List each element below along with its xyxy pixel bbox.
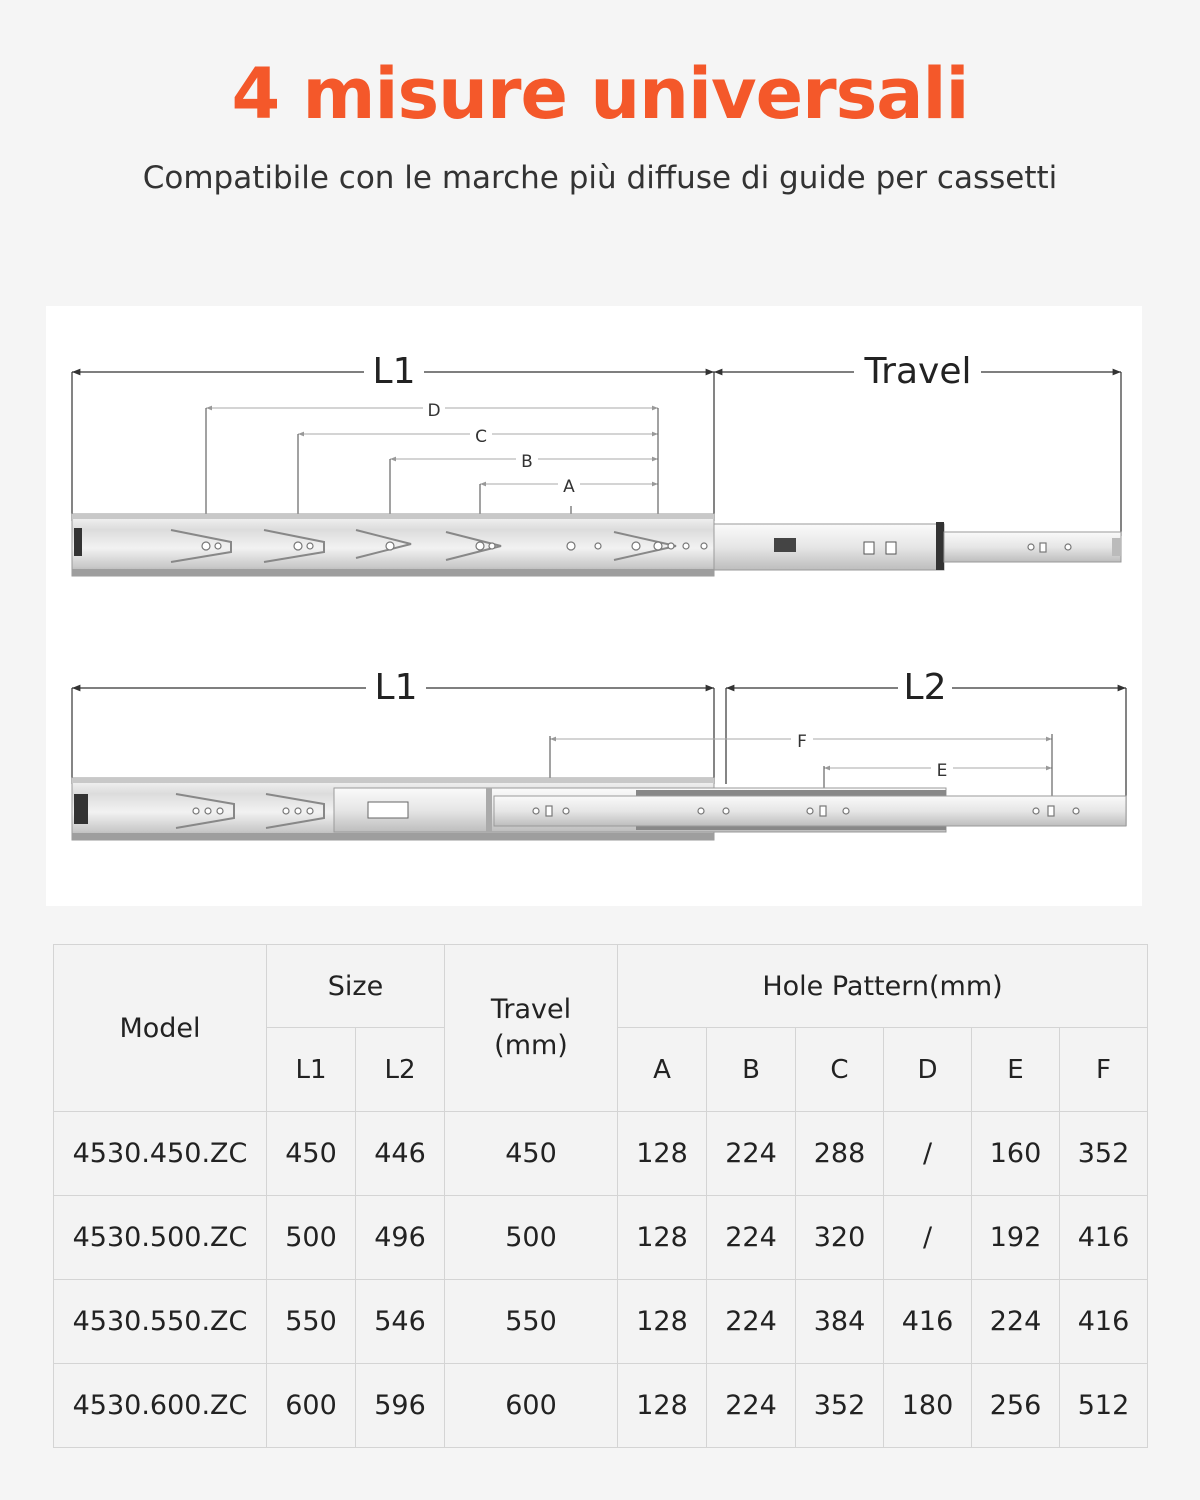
header-f: F: [1060, 1028, 1148, 1112]
cell-e: 224: [972, 1280, 1060, 1364]
top-l1-label: L1: [372, 351, 416, 392]
top-hole-c-label: C: [475, 427, 487, 447]
table-row: [54, 1364, 1148, 1448]
cell-l2: 596: [356, 1364, 445, 1448]
page-subtitle: Compatibile con le marche più diffuse di guide per cassetti: [142, 160, 1058, 196]
cell-travel: 600: [445, 1364, 618, 1448]
cell-a: 128: [618, 1112, 707, 1196]
cell-e: 256: [972, 1364, 1060, 1448]
cell-c: 320: [796, 1196, 884, 1280]
table-header-row: [54, 945, 1148, 1028]
diagram-svg: [46, 306, 1142, 906]
cell-b: 224: [707, 1196, 796, 1280]
cell-a: 128: [618, 1280, 707, 1364]
cell-model: 4530.500.ZC: [54, 1196, 267, 1280]
cell-f: 416: [1060, 1280, 1148, 1364]
header-e: E: [972, 1028, 1060, 1112]
bottom-hole-e-label: E: [936, 761, 948, 781]
cell-f: 416: [1060, 1196, 1148, 1280]
top-travel-label: Travel: [864, 351, 972, 392]
header-b: B: [707, 1028, 796, 1112]
specifications-table: [53, 944, 1148, 1448]
cell-e: 160: [972, 1112, 1060, 1196]
top-hole-a-label: A: [563, 477, 575, 497]
cell-model: 4530.550.ZC: [54, 1280, 267, 1364]
cell-d: /: [884, 1196, 972, 1280]
table-row: [54, 1280, 1148, 1364]
cell-b: 224: [707, 1280, 796, 1364]
cell-model: 4530.450.ZC: [54, 1112, 267, 1196]
cell-l2: 446: [356, 1112, 445, 1196]
cell-l2: 546: [356, 1280, 445, 1364]
cell-d: 180: [884, 1364, 972, 1448]
header-l1: L1: [267, 1028, 356, 1112]
top-slide-group: [72, 351, 1121, 576]
cell-f: 352: [1060, 1112, 1148, 1196]
cell-l1: 500: [267, 1196, 356, 1280]
top-hole-b-label: B: [521, 452, 533, 472]
cell-f: 512: [1060, 1364, 1148, 1448]
cell-c: 288: [796, 1112, 884, 1196]
table-row: [54, 1196, 1148, 1280]
cell-travel: 550: [445, 1280, 618, 1364]
cell-e: 192: [972, 1196, 1060, 1280]
cell-b: 224: [707, 1364, 796, 1448]
cell-d: 416: [884, 1280, 972, 1364]
bottom-slide-group: [72, 667, 1126, 840]
drawer-slide-diagram: [46, 306, 1142, 906]
header-l2: L2: [356, 1028, 445, 1112]
header-travel: Travel (mm): [445, 945, 618, 1112]
header-size: Size: [267, 945, 445, 1028]
bottom-l2-label: L2: [903, 667, 947, 708]
bottom-hole-f-label: F: [797, 732, 807, 752]
cell-c: 352: [796, 1364, 884, 1448]
cell-l1: 450: [267, 1112, 356, 1196]
cell-travel: 500: [445, 1196, 618, 1280]
cell-l1: 550: [267, 1280, 356, 1364]
header-hole-pattern: Hole Pattern(mm): [618, 945, 1148, 1028]
cell-travel: 450: [445, 1112, 618, 1196]
cell-model: 4530.600.ZC: [54, 1364, 267, 1448]
top-hole-d-label: D: [427, 401, 441, 421]
bottom-l1-label: L1: [374, 667, 418, 708]
cell-a: 128: [618, 1364, 707, 1448]
cell-c: 384: [796, 1280, 884, 1364]
cell-d: /: [884, 1112, 972, 1196]
header-d: D: [884, 1028, 972, 1112]
table-row: [54, 1112, 1148, 1196]
page-title: 4 misure universali: [231, 53, 969, 135]
cell-a: 128: [618, 1196, 707, 1280]
cell-l2: 496: [356, 1196, 445, 1280]
cell-l1: 600: [267, 1364, 356, 1448]
cell-b: 224: [707, 1112, 796, 1196]
header-c: C: [796, 1028, 884, 1112]
header-a: A: [618, 1028, 707, 1112]
header-model: Model: [54, 945, 267, 1112]
